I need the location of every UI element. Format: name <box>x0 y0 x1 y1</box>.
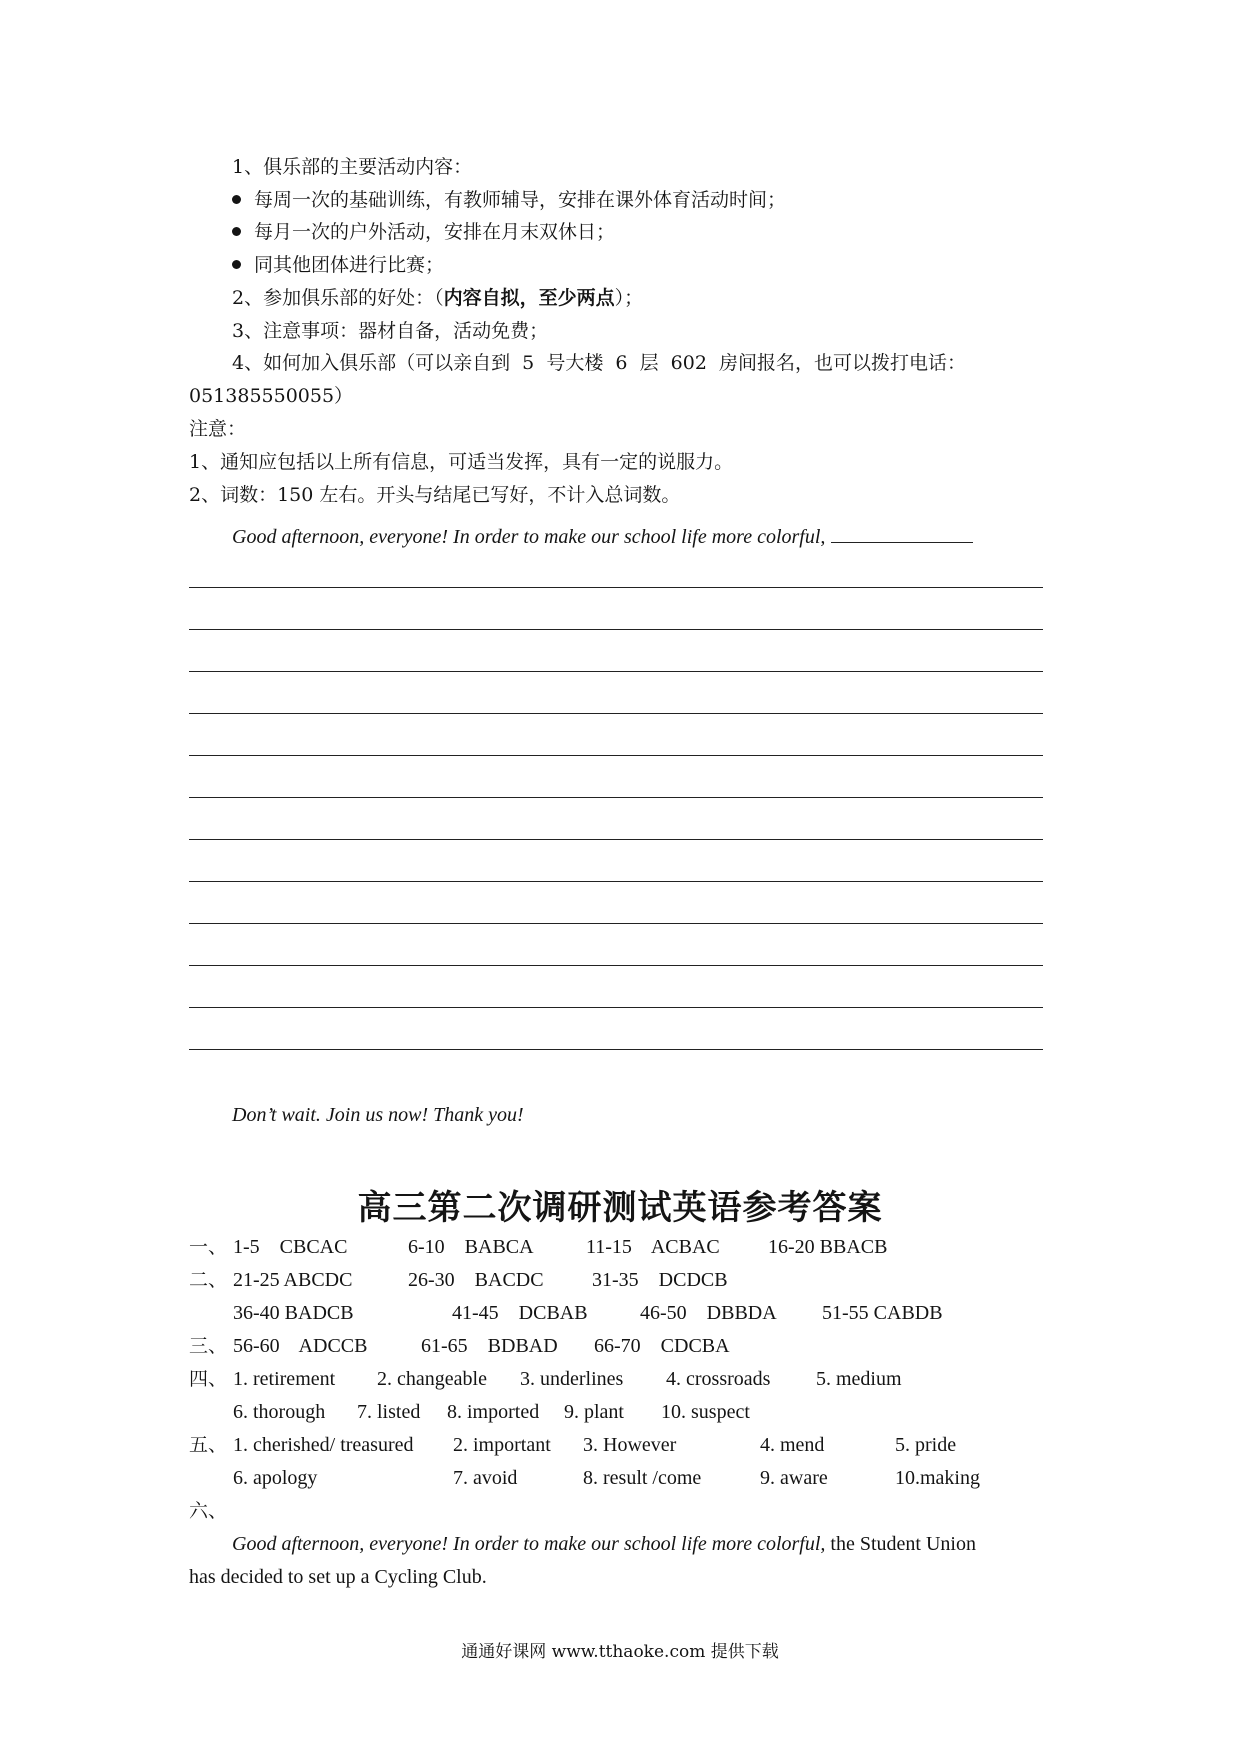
bullet-dot <box>232 227 241 236</box>
writing-line <box>189 965 1043 966</box>
bullet-dot <box>232 260 241 269</box>
bullet-dot <box>232 195 241 204</box>
opening-blank <box>831 524 973 543</box>
writing-line <box>189 713 1043 714</box>
page-footer: 通通好课网 www.tthaoke.com 提供下载 <box>461 1642 779 1662</box>
writing-line <box>189 923 1043 924</box>
sample-essay-line-1: Good afternoon, everyone! In order to make our school life more colorful, the Student Union <box>232 1533 976 1555</box>
writing-line <box>189 1007 1043 1008</box>
bullet-item-2: 每月一次的户外活动，安排在月末双休日； <box>232 219 615 245</box>
bullet-item-3: 同其他团体进行比赛； <box>232 252 444 278</box>
answer-key-title: 高三第二次调研测试英语参考答案 <box>357 1188 883 1228</box>
writing-opening: Good afternoon, everyone! In order to make our school life more colorful, <box>232 524 973 550</box>
notes-label: 注意： <box>189 418 247 440</box>
sample-essay-line-2: has decided to set up a Cycling Club. <box>189 1566 487 1588</box>
requirement-2: 2、参加俱乐部的好处：（内容自拟，至少两点）； <box>232 287 644 309</box>
writing-line <box>189 629 1043 630</box>
requirement-4-line-1: 4、如何加入俱乐部（可以亲自到 5 号大楼 6 层 602 房间报名，也可以拨打电话： <box>232 352 967 374</box>
writing-line <box>189 755 1043 756</box>
document-page: 1、俱乐部的主要活动内容： 每周一次的基础训练，有教师辅导，安排在课外体育活动时间； 每月一次的户外活动，安排在月末双休日； 同其他团体进行比赛； 2、参加俱乐部的好处：（内容自拟，至少两点）； 3、注意事项：器材自备，活动免费； 4、如何加入俱乐部（可以亲自到 5 号大楼 6 层 602 房间报名，也可以拨打电话： 051385550055） 注意： 1、通知应包括以上所有信息，可适当发挥，具有一定的说服力。 2、词数：150 左右。开头与结尾已写好，不计入总词数。 Good afternoon, everyone! In order to make our school life more colorful, Don’t wait. Join us now! Thank you! 高三第二次调研测试英语参考答案 一、 1-5 CBCAC 6-10 BABCA 11-15 ACBAC 16-20 BBACB 二、 21-25 ABCDC 26-30 BACDC 31-35 DCDCB 36-40 BADCB 41-45 DCBAB 46-50 DBBDA 51-55 CABDB 三、 56-60 ADCCB 61-65 BDBAD 66-70 CDCBA 四、 1. retirement 2. changeable 3. underlines 4. crossroads 5. medium 6. thorough 7. listed 8. imported 9. plant 10. suspect 五、 1. cherished/ treasured 2. important 3. However 4. mend 5. pride 6. apology 7. avoid 8. result /come 9. aware 10.making 六、 Good afternoon, everyone! In order to make our school life more colorful, the Student Union has decided to set up a Cycling Club. 通通好课网 www.tthaoke.com 提供下载 <box>0 0 1240 1754</box>
writing-line <box>189 587 1043 588</box>
requirement-1-title: 1、俱乐部的主要活动内容： <box>232 156 473 178</box>
requirement-3: 3、注意事项：器材自备，活动免费； <box>232 320 549 342</box>
writing-line <box>189 671 1043 672</box>
note-2: 2、词数：150 左右。开头与结尾已写好，不计入总词数。 <box>189 484 681 506</box>
requirement-4-line-2: 051385550055） <box>189 385 354 407</box>
writing-line <box>189 1049 1043 1050</box>
note-1: 1、通知应包括以上所有信息，可适当发挥，具有一定的说服力。 <box>189 451 734 473</box>
writing-line <box>189 839 1043 840</box>
writing-line <box>189 797 1043 798</box>
requirement-2-emphasis: 内容自拟，至少两点 <box>443 287 615 309</box>
bullet-item-1: 每周一次的基础训练，有教师辅导，安排在课外体育活动时间； <box>232 187 786 213</box>
writing-closing: Don’t wait. Join us now! Thank you! <box>232 1104 524 1126</box>
writing-line <box>189 881 1043 882</box>
